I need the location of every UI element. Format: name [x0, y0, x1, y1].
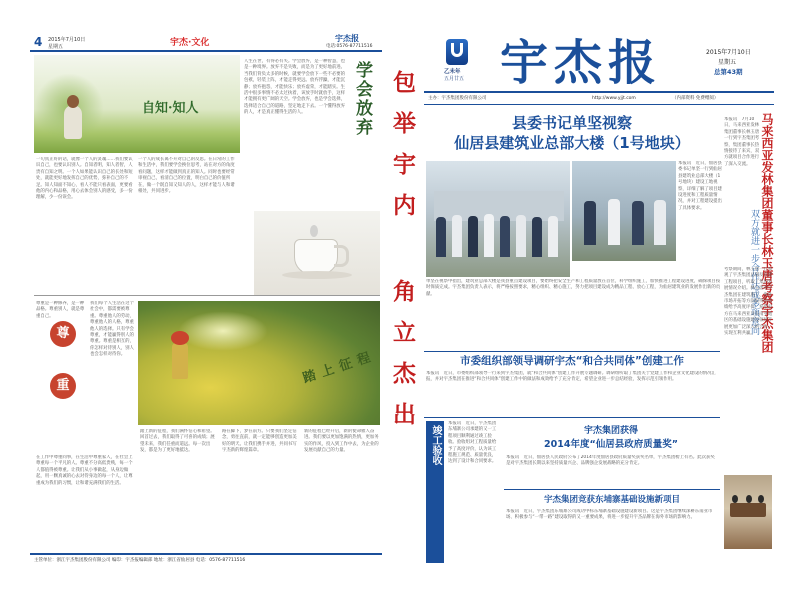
headline-article-body: 单坚在视察中指出，建筑业总部大楼是我县重点建设项目，要始终把安全生产和工程质量放在首位，科学组织施工，加快推进工程建设进度，确保项目按时保质完成。宇杰集团负责人表示，将严格按照要求，精心组织、精心施工，努力把项目建设成为精品工程、放心工程，为仙居建筑业的发展作出新的贡献。 [426, 279, 721, 297]
left-header [30, 33, 382, 52]
paper-name-small: 宇杰报 [335, 34, 359, 43]
award-title-line-2: 2014年度“仙居县政府质量奖” [544, 439, 678, 450]
masthead-weekday: 星期五 [718, 59, 737, 66]
article2-title: 学会放弃 [352, 61, 372, 137]
bottom-article-text: 本报讯 近日，宇杰集团东埔寨公司成功中标东埔寨基础设施建设新项目。这是宇杰集团继续深耕东南亚市场、积极参与“一带一路”建设取得的又一重要成果，将进一步提升宇杰品牌在海外市场的影响力。 [506, 509, 713, 521]
article2-text: 人生在世，有得必有失。学会放弃，是一种智慧，也是一种境界。放弃不是失败，而是为了更好地前进。当我们背负太多的时候，就要学会放下一些不必要的包袱，轻装上阵，才能走得更远。放弃浮躁，才能沉静；放弃抱怨，才能快乐；放弃虚荣，才能踏实。生活中很多事情不必太过执着，该放手时就放手，这样才能拥有更广阔的天空。学会放弃，也是学会选择，选择适合自己的道路，坚定地走下去。一个懂得放弃的人，才是真正懂得生活的人。 [244, 59, 345, 116]
girl-in-grass-photo [34, 55, 240, 153]
website-link[interactable]: http://www.yjjt.com [592, 96, 636, 101]
left-page [30, 33, 382, 565]
internal-note: （内部资料 免费赠阅） [672, 96, 719, 101]
header-date: 2015年7月10日 [48, 37, 86, 43]
respect-char-1-icon: 尊 [50, 321, 76, 347]
lunar-date: 五月廿五 [444, 76, 465, 82]
company-logo-icon [446, 39, 468, 65]
lunar-year: 乙未年 [444, 69, 461, 75]
left-footer: 主管单位：浙江宇杰集团股份有限公司 编印：宇杰报编辑部 地址：浙江省仙居县 电话：0576-87711516 [34, 558, 246, 563]
respect-char-2-icon: 重 [50, 373, 76, 399]
site-visit-photo [572, 161, 676, 261]
award-headline [506, 425, 716, 452]
meeting-photo [724, 475, 772, 549]
right-vertical-headline: 马来西亚发林集团董事长林玉唐考察宇杰集团 [760, 113, 774, 353]
second-headline: 市委组织部领导调研宇杰“和合共同体”创建工作 [460, 355, 684, 367]
page-number: 4 [34, 35, 43, 49]
second-article-text: 本报讯 近日，市委组织部领导一行来到宇杰集团，就“和合共同体”创建工作开展专题调研。调研组听取了集团关于党建工作和企业文化建设的情况汇报，并对宇杰集团在推进“和合共同体”创建工作中的做法和成效给予了充分肯定，希望企业进一步总结经验，发挥示范引领作用。 [426, 371, 716, 383]
article3-col2: 在工作中尊重同事，在生活中尊重家人，在社会上尊重每一个平凡的人。尊重不分高低贵贱，每一个人都值得被尊重。让我们从小事做起，从身边做起，用一颗真诚的心去对待身边的每一个人，让尊重成为我们的习惯，让和谐充满我们的生活。 [36, 455, 133, 486]
masthead-title: 宇杰报 [500, 35, 663, 91]
girl-in-flowers-photo [138, 301, 380, 425]
headline-line-2: 仙居县建筑业总部大楼（1号地块） [454, 134, 690, 152]
masthead-date: 2015年7月10日 [706, 49, 751, 56]
header-weekday: 星期五 [48, 44, 64, 50]
article4-col3: 新的征程已经开启，新的使命催人奋进。我们要以更加饱满的热情，更加务实的作风，投入到工作中去，为企业的发展贡献自己的力量。 [304, 429, 379, 454]
article1-title: 自知·知人 [142, 101, 199, 116]
vertical-news-text: 本报讯 近日，宇杰集团东埔寨公司承建的又一工程项目顺利通过竣工验收。验收组对工程质量给予了高度评价，认为该工程施工规范、质量优良，达到了设计和合同要求。 [448, 421, 497, 465]
headline-article-text: 本报讯 近日，仙居县委书记单坚一行到仙居县建筑业总部大楼（1号地块）建设工地视察，详细了解了项目建设进度和工程质量情况，并对工程建设提出了具体要求。 [678, 161, 722, 211]
award-article-text: 本报讯 近日，仙居县人民政府公布了2014年度仙居县政府质量奖获奖名单，宇杰集团榜上有名。此次获奖是对宇杰集团长期以来坚持质量兴企、品牌强企发展战略的充分肯定。 [506, 455, 715, 467]
article4-col2: 路在脚下，梦在前方。只要我们坚定信念，勇往直前，就一定能够创造更加美好的明天。让我们携手并进，共同书写宇杰新的辉煌篇章。 [222, 429, 297, 454]
article4-title: 踏上征程 [301, 348, 379, 387]
section-title: 宇杰·文化 [170, 38, 210, 48]
right-vertical-subheadline: 双方就进一步合作达成多项意向 [749, 209, 759, 335]
vertical-news-title: 东埔寨公司又一项目顺利通过竣工验收 [430, 425, 455, 555]
award-title-line-1: 宇杰集团获得 [583, 426, 638, 436]
right-col-body: 考察期间，林玉唐一行参观了宇杰集团总部及在建工程项目，听取了集团发展情况介绍。林玉唐对宇杰集团在建筑施工、海外市场开拓等方面取得的成绩给予高度评价，希望双方在马来西亚及东南亚地区的基础设施建设领域开展更加广泛深入的合作，实现互利共赢。 [724, 267, 773, 337]
article3-col1: 我们每个人生活在这个社会中，都需要被尊重。尊重他人的劳动，尊重他人的人格，尊重他人的选择。只有学会尊重，才能赢得别人的尊重。尊重是相互的，你怎样对待别人，别人也会怎样对待你。 [90, 301, 134, 358]
bottom-headline: 宇杰集团竞获东埔寨基础设施新项目 [543, 495, 680, 505]
header-tel: 电话:0576-87711516 [326, 44, 373, 49]
issue-number: 总第43期 [714, 68, 743, 76]
headline-line-1: 县委书记单坚视察 [511, 114, 632, 132]
main-headline [424, 113, 720, 157]
article3-intro: 尊重是一种修养，是一种品格。尊重别人，就是尊重自己。 [36, 301, 85, 319]
article3-author [102, 583, 107, 589]
masthead-info-bar [424, 94, 774, 103]
article1-col1: 一句真正好的话，就像一个人的灵魂……我们要认识自己，也要认识别人。自知者明，知人者智，人贵有自知之明。一个人如果能认识自己的长处和短处，就能更好地发挥自己的优势，弥补自己的不足。知人知面不知心，看人不能只看表面，更要看他的内心和品格，用心去体会别人的感受，多一份理解，少一份误会。 [36, 157, 133, 201]
sponsor: 主办：宇杰集团股份有限公司 [428, 96, 487, 101]
right-page [424, 33, 774, 565]
right-brief-text: 本报讯 7月10日，马来西亚发林集团董事长林玉唐一行到宇杰集团考察，集团董事长热情接待了来宾，双方就项目合作进行了深入交流。 [724, 117, 760, 167]
teacup-photo [254, 211, 380, 295]
center-slogan: 包举宇内 角立杰出 [389, 70, 416, 443]
inspection-group-photo [426, 161, 570, 277]
vertical-news-box [426, 421, 455, 563]
article4-col1: 踏上新的征程，我们满怀信心和希望。回首过去，我们取得了可喜的成绩；展望未来，我们任重而道远。每一次出发，都是为了更好地抵达。 [140, 429, 215, 454]
article1-col2: 一个人的成长离不开对自己的反思。在日常的工作和生活中，我们要学会换位思考，站在对方的角度看问题，这样才能做到真正的知人。同时也要经常审视自己，看清自己的位置，明白自己的价值所在，做一个既自知又知人的人，这样才能与人和谐相处，共同进步。 [138, 157, 235, 195]
